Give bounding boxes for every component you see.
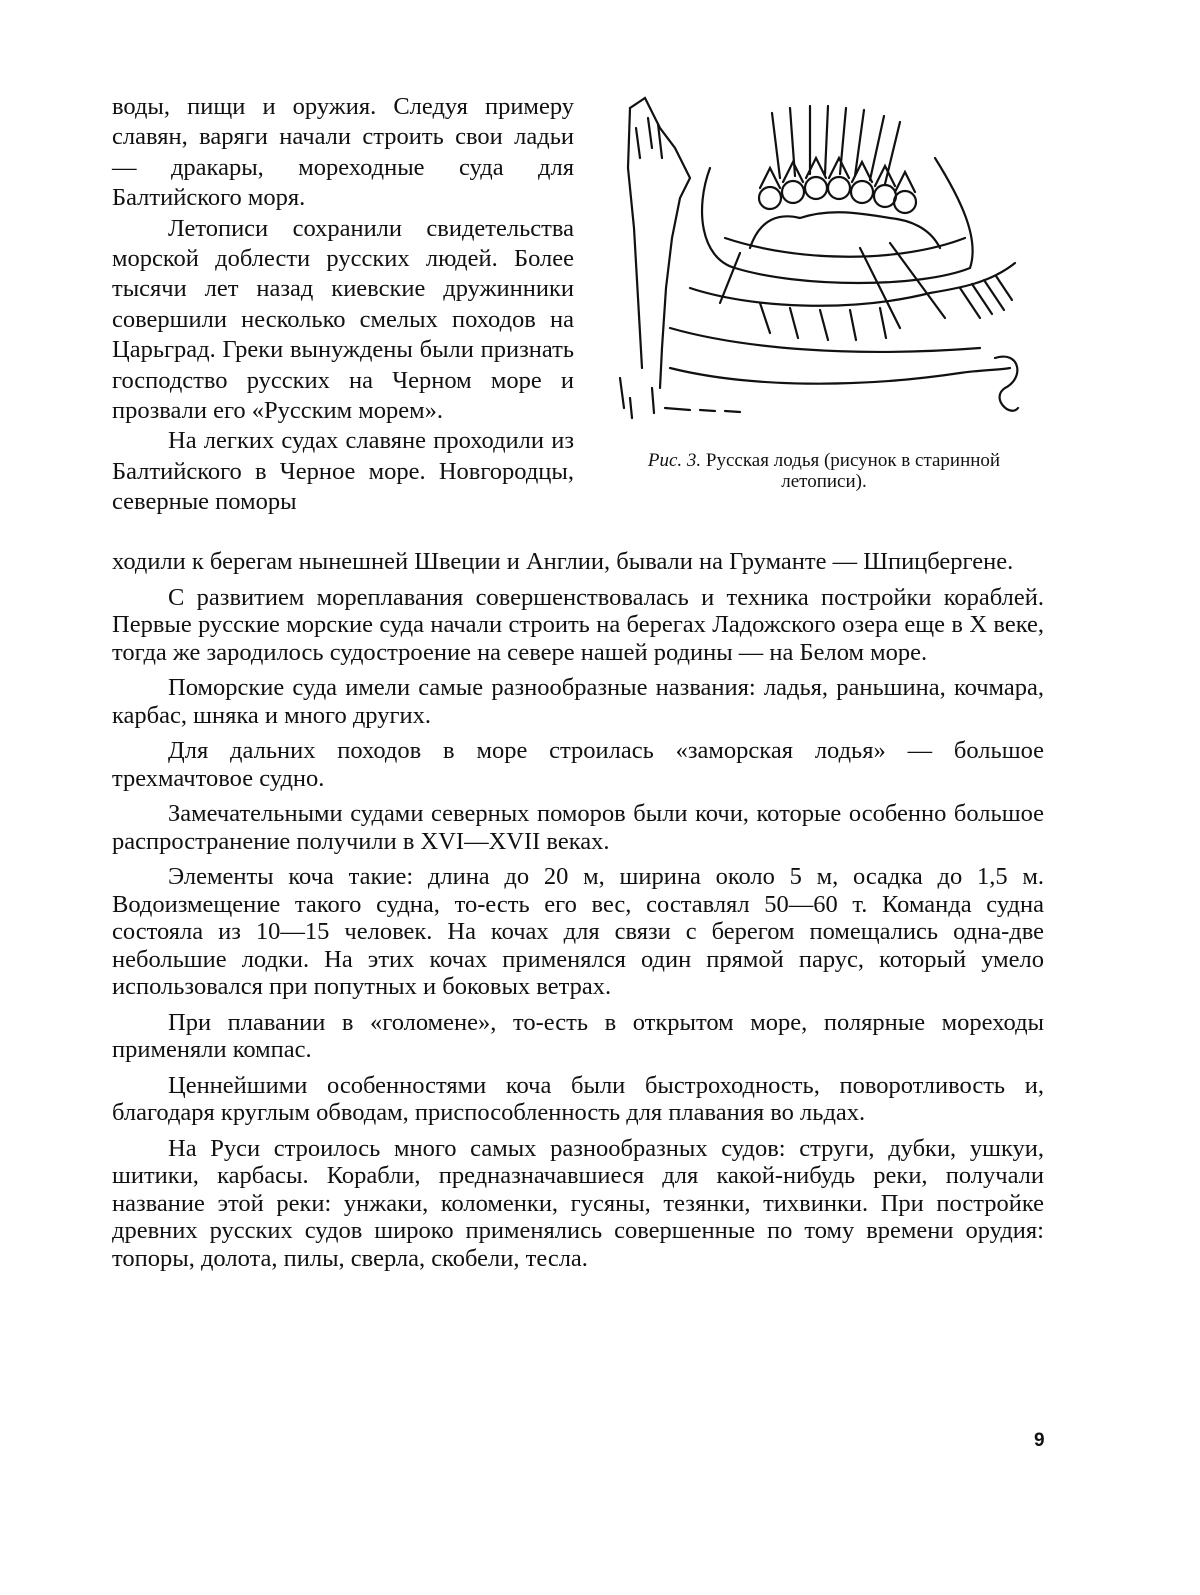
paragraph: Для дальних походов в море строилась «заморская лодья» — большое трехмачтовое судно. — [112, 737, 1044, 792]
figure-caption-text: Русская лодья (рисунок в старинной летописи). — [705, 450, 1001, 492]
paragraph: Замечательными судами северных поморов были кочи, которые особенно большое распространение получили в XVI—XVII веках. — [112, 800, 1044, 855]
figure-label: Рис. 3. — [647, 450, 702, 471]
russian-boat-drawing — [600, 88, 1045, 448]
paragraph: Летописи сохранили свидетельства морской доблести русских людей. Более тысячи лет назад киевские дружинники совершили несколько смелых походов на Царьград. Греки вынуждены были признать господство русских на Черном море и прозвали его «Русским морем». — [112, 214, 574, 425]
paragraph: С развитием мореплавания совершенствовалась и техника постройки кораблей. Первые русские морские суда начали строить на берегах Ладожского озера еще в X веке, тогда же зародилось судостроение на севере нашей родины — на Белом море. — [112, 583, 1044, 666]
paragraph: воды, пищи и оружия. Следуя примеру славян, варяги начали строить свои ладьи — дракары, мореходные суда для Балтийского моря. — [112, 93, 574, 212]
left-column-text — [112, 92, 574, 518]
main-text — [112, 548, 1044, 1280]
figure-caption — [608, 450, 1040, 492]
paragraph: На легких судах славяне проходили из Балтийского в Черное море. Новгородцы, северные поморы — [112, 427, 574, 516]
paragraph: На Руси строилось много самых разнообразных судов: струги, дубки, ушкуи, шитики, карбасы. Корабли, предназначавшиеся для какой-нибудь реки, получали название этой реки: унжаки, коломенки, гусяны, тезянки, тихвинки. При постройке древних русских судов широко применялись совершенные по тому времени орудия: топоры, долота, пилы, сверла, скобели, тесла. — [112, 1134, 1044, 1272]
boat-illustration — [600, 88, 1045, 498]
paragraph: При плавании в «голомене», то-есть в открытом море, полярные мореходы применяли компас. — [112, 1008, 1044, 1063]
paragraph: Поморские суда имели самые разнообразные названия: ладья, раньшина, кочмара, карбас, шняка и много других. — [112, 674, 1044, 729]
paragraph: Ценнейшими особенностями коча были быстроходность, поворотливость и, благодаря круглым обводам, приспособленность для плавания во льдах. — [112, 1071, 1044, 1126]
page-number: 9 — [1034, 1430, 1045, 1451]
paragraph: Элементы коча такие: длина до 20 м, ширина около 5 м, осадка до 1,5 м. Водоизмещение такого судна, то-есть его вес, составлял 50—60 т. Команда судна состояла из 10—15 человек. На кочах для связи с берегом помещались одна-две небольшие лодки. На этих кочах применялся один прямой парус, который умело использовался при попутных и боковых ветрах. — [112, 863, 1044, 1000]
paragraph: ходили к берегам нынешней Швеции и Англии, бывали на Груманте — Шпицбергене. — [112, 548, 1014, 575]
